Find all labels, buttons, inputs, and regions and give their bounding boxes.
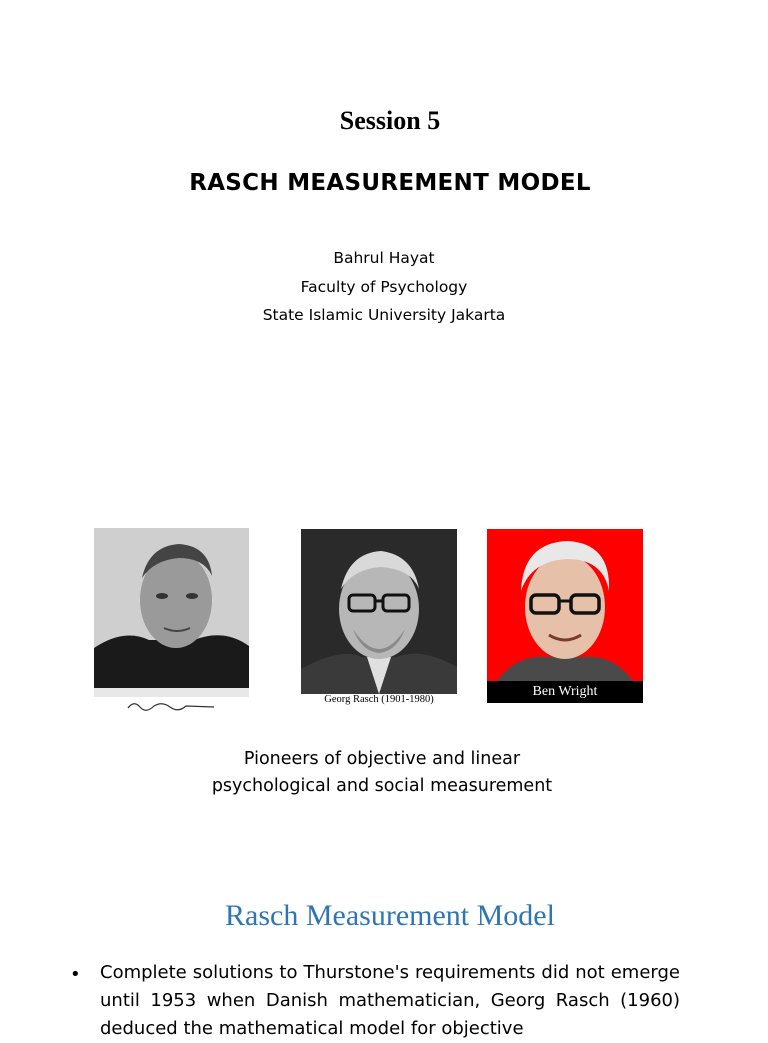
page-title: RASCH MEASUREMENT MODEL <box>189 170 591 196</box>
session-label: Session 5 <box>339 106 441 135</box>
bullet-icon: • <box>70 964 81 985</box>
signature-icon <box>126 698 216 712</box>
author-name: Bahrul Hayat <box>333 249 435 267</box>
section-title: Rasch Measurement Model <box>225 899 555 932</box>
thurstone-photo <box>94 528 249 697</box>
pioneers-caption <box>0 746 766 800</box>
university-name: State Islamic University Jakarta <box>262 306 506 324</box>
bullet-text: Complete solutions to Thurstone's requirements did not emerge until 1953 when Danish mathematician, Georg Rasch (1960) deduced the mathematical model for objective <box>100 962 680 1039</box>
wright-photo <box>487 529 643 681</box>
faculty-name: Faculty of Psychology <box>300 278 468 296</box>
rasch-caption: Georg Rasch (1901-1980) <box>324 694 434 705</box>
rasch-photo <box>301 529 457 694</box>
pioneers-line-2: psychological and social measurement <box>211 776 553 796</box>
wright-caption: Ben Wright <box>487 681 643 703</box>
pioneers-line-1: Pioneers of objective and linear <box>243 749 521 769</box>
